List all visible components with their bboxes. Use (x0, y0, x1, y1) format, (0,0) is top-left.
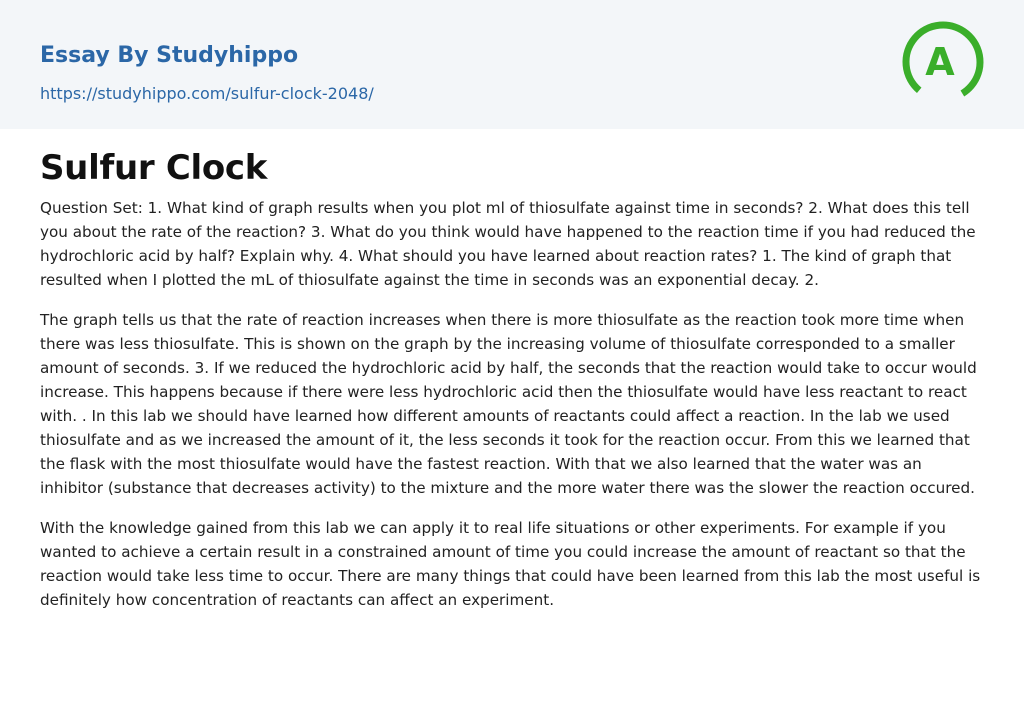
essay-content (40, 146, 986, 628)
essay-paragraph-2: The graph tells us that the rate of reaction increases when there is more thiosulfate as the reaction took more time when there was less thiosulfate. This is shown on the graph by the increasing volume of thiosulfate corresponded to a smaller amount of seconds. 3. If we reduced the hydrochloric acid by half, the seconds that the reaction would take to occur would increase. This happens because if there were less hydrochloric acid then the thiosulfate would have less reactant to react with. . In this lab we should have learned how different amounts of reactants could affect a reaction. In the lab we used thiosulfate and as we increased the amount of it, the less seconds it took for the reaction occur. From this we learned that the flask with the most thiosulfate would have the fastest reaction. With that we also learned that the water was an inhibitor (substance that decreases activity) to the mixture and the more water there was the slower the reaction occured. (40, 311, 977, 497)
essay-url-link[interactable]: https://studyhippo.com/sulfur-clock-2048/ (40, 84, 374, 103)
essay-paragraph-1: Question Set: 1. What kind of graph results when you plot ml of thiosulfate against time in seconds? 2. What does this tell you about the rate of the reaction? 3. What do you think would have happened to the reaction time if you had reduced the hydrochloric acid by half? Explain why. 4. What should you have learned about reaction rates? 1. The kind of graph that resulted when I plotted the mL of thiosulfate against the time in seconds was an exponential decay. 2. (40, 199, 976, 289)
essay-paragraph-3: With the knowledge gained from this lab we can apply it to real life situations or other experiments. For example if you wanted to achieve a certain result in a constrained amount of time you could increase the amount of reactant so that the reaction would take less time to occur. There are many things that could have been learned from this lab the most useful is definitely how concentration of reactants can affect an experiment. (40, 519, 981, 609)
studyhippo-logo[interactable] (900, 20, 986, 106)
page-header (0, 0, 1024, 129)
site-title: Essay By Studyhippo (40, 43, 299, 68)
page-title: Sulfur Clock (40, 148, 268, 188)
logo-letter: A (925, 40, 955, 84)
